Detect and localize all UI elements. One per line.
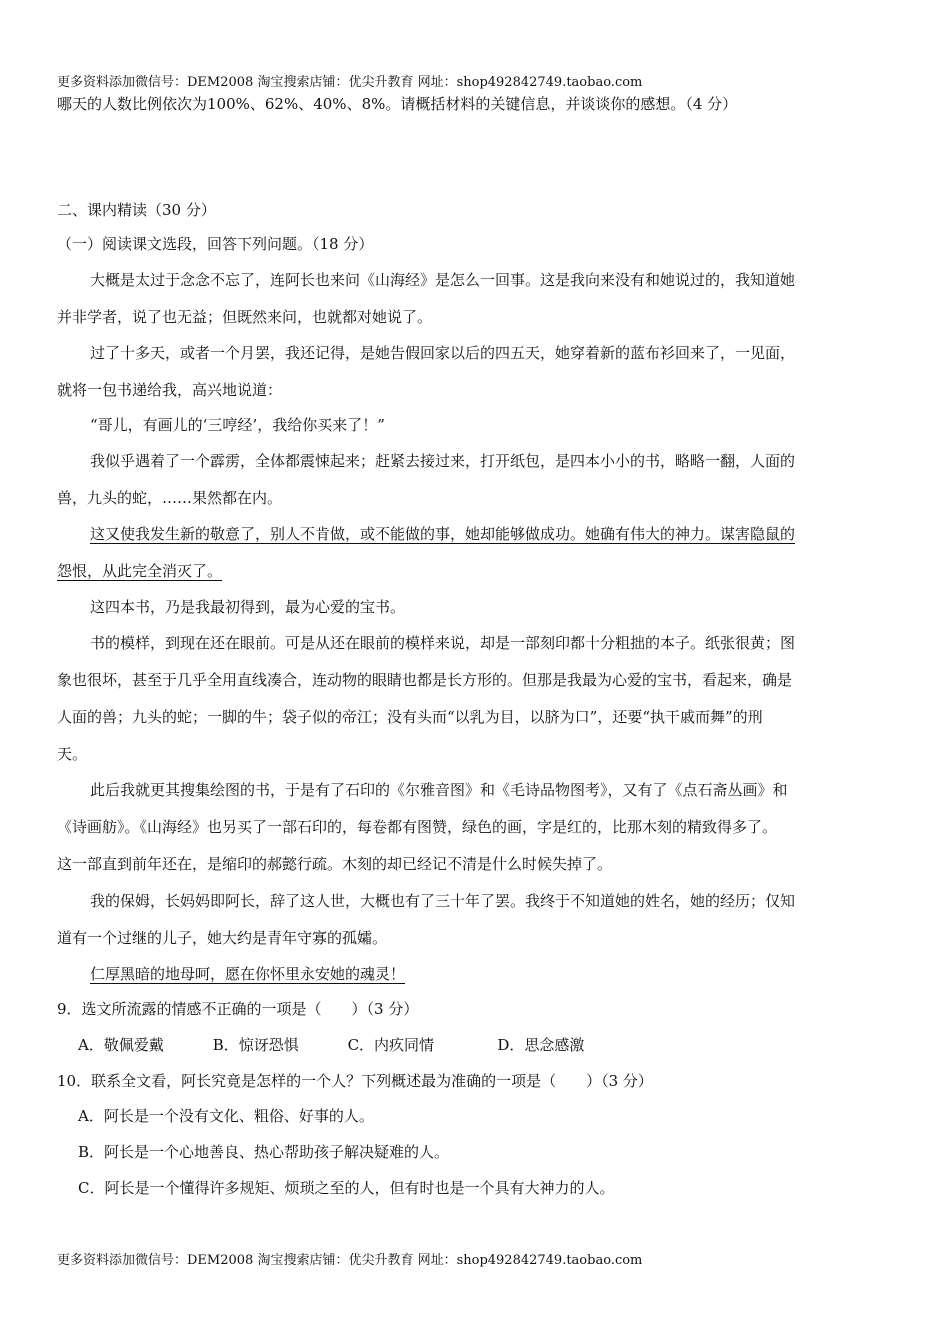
passage-line: 我似乎遇着了一个霹雳，全体都震悚起来；赶紧去接过来，打开纸包，是四本小小的书，略略一翻，人面的: [90, 452, 796, 470]
passage-line: 天。: [57, 745, 88, 763]
q9-option-c[interactable]: C．内疚同情: [347, 1036, 435, 1054]
page-footer: 更多资料添加微信号：DEM2008 淘宝搜索店铺：优尖升教育 网址：shop492842749.taobao.com: [57, 1253, 643, 1268]
passage-line: 道有一个过继的儿子，她大约是青年守寡的孤孀。: [57, 929, 388, 947]
question-10-stem: 10．联系全文看，阿长究竟是怎样的一个人？下列概述最为准确的一项是（ ）（3 分）: [57, 1072, 653, 1090]
question-8-tail: 哪天的人数比例依次为100%、62%、40%、8%。请概括材料的关键信息，并谈谈你的感想。（4 分）: [57, 95, 738, 113]
passage-line: 过了十多天，或者一个月罢，我还记得，是她告假回家以后的四五天，她穿着新的蓝布衫回来了，一见面，: [90, 344, 796, 362]
passage-line: 这一部直到前年还在，是缩印的郝懿行疏。木刻的却已经记不清是什么时候失掉了。: [57, 855, 613, 873]
question-9-stem: 9．选文所流露的情感不正确的一项是（ ）（3 分）: [57, 1000, 419, 1018]
passage-line: 就将一包书递给我，高兴地说道：: [57, 381, 283, 399]
passage-line: 人面的兽；九头的蛇；一脚的牛；袋子似的帝江；没有头而“以乳为目，以脐为口”，还要“执干戚而舞”的刑: [57, 708, 763, 726]
underlined-passage-line: 仁厚黑暗的地母呵，愿在你怀里永安她的魂灵！: [90, 965, 406, 983]
underlined-passage-line: 怨恨，从此完全消灭了。: [57, 562, 223, 580]
q9-option-d[interactable]: D．思念感激: [497, 1036, 585, 1054]
passage-line: 这四本书，乃是我最初得到，最为心爱的宝书。: [90, 598, 406, 616]
passage-line: 我的保姆，长妈妈即阿长，辞了这人世，大概也有了三十年了罢。我终于不知道她的姓名，她的经历；仅知: [90, 892, 796, 910]
passage-line: 并非学者，说了也无益；但既然来问，也就都对她说了。: [57, 308, 433, 326]
q10-option-c[interactable]: C．阿长是一个懂得许多规矩、烦琐之至的人，但有时也是一个具有大神力的人。: [78, 1179, 615, 1197]
passage-line: 此后我就更其搜集绘图的书，于是有了石印的《尔雅音图》和《毛诗品物图考》，又有了《点石斋丛画》和: [90, 781, 788, 799]
passage-line: 兽，九头的蛇，……果然都在内。: [57, 489, 283, 507]
passage-line: 大概是太过于念念不忘了，连阿长也来问《山海经》是怎么一回事。这是我向来没有和她说过的，我知道她: [90, 271, 796, 289]
q10-option-b[interactable]: B．阿长是一个心地善良、热心帮助孩子解决疑难的人。: [78, 1143, 450, 1161]
q9-option-a[interactable]: A．敬佩爱戴: [78, 1036, 164, 1054]
subsection-title: （一）阅读课文选段，回答下列问题。（18 分）: [57, 235, 374, 253]
passage-line: 象也很坏，甚至于几乎全用直线凑合，连动物的眼睛也都是长方形的。但那是我最为心爱的宝书，看起来，确是: [57, 671, 793, 689]
section-title: 二、课内精读（30 分）: [57, 201, 216, 219]
passage-line: “哥儿，有画儿的‘三哼经’，我给你买来了！”: [90, 416, 385, 434]
underlined-passage-line: 这又使我发生新的敬意了，别人不肯做，或不能做的事，她却能够做成功。她确有伟大的神力。谋害隐鼠的: [90, 525, 796, 543]
question-9-options: [78, 1034, 584, 1055]
page-header: 更多资料添加微信号：DEM2008 淘宝搜索店铺：优尖升教育 网址：shop492842749.taobao.com: [57, 75, 643, 90]
q9-option-b[interactable]: B．惊讶恐惧: [212, 1036, 299, 1054]
passage-line: 书的模样，到现在还在眼前。可是从还在眼前的模样来说，却是一部刻印都十分粗拙的本子。纸张很黄；图: [90, 634, 796, 652]
q10-option-a[interactable]: A．阿长是一个没有文化、粗俗、好事的人。: [78, 1107, 374, 1125]
passage-line: 《诗画舫》。《山海经》也另买了一部石印的，每卷都有图赞，绿色的画，字是红的，比那木刻的精致得多了。: [57, 818, 778, 836]
